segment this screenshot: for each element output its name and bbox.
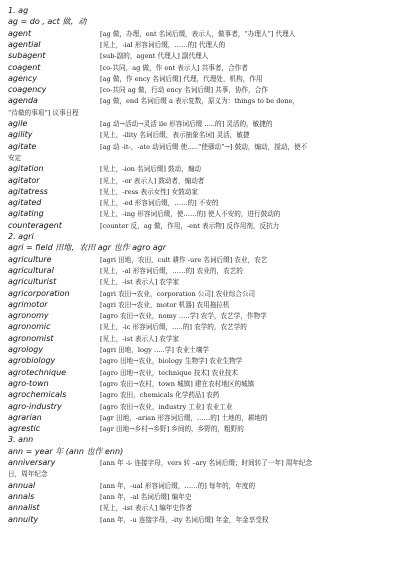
entry-definition: [agro 田地→农业，biology 生物学] 农业生物学 [100,357,243,366]
entry-headword: agriculture [8,254,52,264]
entry-headword: agronomic [8,322,51,332]
entry-definition: [见上，-or 表示人] 鼓动者，煽动者 [100,176,205,185]
entry-definition: [agr 田地，-arian 形容词后缀，……的] 土地的，耕地的 [100,413,268,422]
entry-definition: [见上，-al 形容词后缀，……的] 农业的，农艺的 [100,266,243,275]
entry-headword: agile [8,119,28,128]
entry-definition: [sub-副的，agent 代理人] 副代理人 [100,52,209,61]
dictionary-entry [8,96,403,106]
dictionary-entry [8,515,403,525]
root-definition-line [8,243,403,253]
entry-definition-continuation: 安定 [8,153,22,162]
entry-headword: agitate [8,141,37,151]
dictionary-entry [8,209,403,219]
dictionary-entry [8,142,403,152]
entry-definition: [agro 农田→农业，nomy …..学] 农学，农艺学，作物学 [100,312,267,321]
dictionary-entry [8,390,403,400]
root-definition-line [8,447,403,457]
entry-headword: agronomist [8,333,54,343]
entry-definition: [co-共同，ag 做，作 ent 表示人] 共事者，合作者 [100,63,248,72]
dictionary-entry [8,334,403,344]
entry-definition: [counter 反，ag 做，作用，-ent 表示物] 反作用剂，反抗力 [100,221,280,230]
entry-definition: [见上，-ist 表示人] 农学家 [100,334,180,343]
entry-headword: agro-town [8,378,49,388]
dictionary-entry [8,74,403,84]
dictionary-entry [8,63,403,73]
entry-headword: agility [8,130,33,140]
entry-definition: [agr 田地→乡村→乡野] 乡间的，乡野的，粗野的 [100,425,244,434]
entry-definition: [ag 做，作 ency 名词后缀] 代理，代理处，机构，作用 [100,74,263,83]
entry-headword: agrobiology [8,356,56,366]
dictionary-entry [8,402,403,412]
entry-headword: coagent [8,62,41,72]
entry-headword: anniversary [8,458,56,467]
dictionary-entry [8,311,403,321]
entry-definition: [见上，-ist 表示人] 编年史作者 [100,504,193,513]
root-definition: agri = field 田地，农田 agr 也作 agro agr [8,243,167,253]
root-definition: ag = do , act 做，动 [8,17,87,27]
section-heading [8,6,403,16]
dictionary-entry [8,481,403,491]
entry-headword: coagency [8,85,47,95]
entry-headword: agrarian [8,412,42,422]
dictionary-entry [8,40,403,50]
root-definition: ann = year 年 (ann 也作 enn) [8,446,124,456]
entry-headword: annalist [8,503,40,513]
entry-definition: [见上，-ress 表示女性] 女鼓动家 [100,187,198,196]
entry-headword: agenda [8,96,38,106]
section-title: 3. ann [8,435,34,445]
dictionary-entry [8,85,403,95]
dictionary-entry [8,413,403,423]
entry-definition: [ag 做，end 名词后缀 a 表示复数，原义为：things to be done， [100,97,300,106]
entry-headword: agitator [8,175,40,185]
dictionary-entry [8,130,403,140]
dictionary-entry [8,458,403,468]
dictionary-entry [8,164,403,174]
entry-continuation-line [8,108,403,118]
dictionary-entry [8,277,403,287]
entry-headword: agrology [8,345,44,354]
entry-definition: [见上，-ing 形容词后缀，使……的] 使人不安的，进行鼓动的 [100,210,281,219]
entry-continuation-line [8,153,403,163]
entry-definition: [ann 年，-u 连接字母，-ity 名词后缀] 年金，年金享受权 [100,515,269,524]
dictionary-entry [8,368,403,378]
dictionary-entry [8,119,403,129]
entry-headword: agitation [8,164,44,174]
section-title: 1. ag [8,6,29,15]
entry-definition: [见上，-ed 形容词后缀，……的] 不安的 [100,199,219,208]
entry-definition: [agro 农田，chemicals 化学药品] 农药 [100,391,220,400]
dictionary-entry [8,503,403,513]
entry-continuation-line [8,469,403,479]
entry-definition-continuation: 日，周年纪念 [8,470,48,479]
section-heading [8,435,403,445]
entry-headword: subagent [8,51,46,61]
entry-headword: agricultural [8,265,54,275]
dictionary-entry [8,29,403,39]
entry-definition: [ann 年，-ual 形容词后缀，……的] 每年的，年度的 [100,481,256,490]
dictionary-entry [8,322,403,332]
entry-definition: [见上，-ion 名词后缀] 鼓动，煽动 [100,165,202,174]
entry-headword: agrestic [8,424,41,434]
entry-headword: agrimotor [8,299,48,309]
entry-headword: annual [8,480,36,490]
entry-headword: agitatress [8,186,48,196]
dictionary-entry [8,198,403,208]
dictionary-entry [8,492,403,502]
entry-headword: annals [8,491,35,501]
entry-definition-continuation: “待做的事项”] 议事日程 [8,108,79,117]
entry-definition: [agro 农田→农业，industry 工业] 农业工业 [100,402,233,411]
entry-headword: agrotechnique [8,367,67,377]
entry-headword: agency [8,73,38,83]
entry-headword: annuity [8,514,39,524]
entry-definition: [agro 农田→农村，town 城镇] 建在农村地区的城镇 [100,379,255,388]
entry-definition: [见上，-ial 形容词后缀，……的] 代理人的 [100,40,226,49]
dictionary-entry [8,379,403,389]
entry-headword: agential [8,39,41,49]
entry-headword: agricorporation [8,288,70,298]
entry-headword: agitated [8,198,42,208]
entry-headword: agro-industry [8,401,62,411]
entry-definition: [见上，-ic 形容词后缀，…..的] 农学的，农艺学的 [100,323,247,332]
entry-definition: [co-共同 ag 做，行动 ency 名词后缀] 共事，协作，合作 [100,86,268,95]
dictionary-entry [8,345,403,355]
dictionary-entry [8,356,403,366]
dictionary-entry [8,176,403,186]
root-definition-line [8,17,403,27]
dictionary-entry [8,187,403,197]
dictionary-entry [8,221,403,231]
dictionary-entry [8,255,403,265]
entry-definition: [agri 田地，农田，cult 耕作 -ure 名词后缀] 农业，农艺 [100,255,268,264]
entry-definition: [ann 年 -i- 连接字母，vers 转 –ary 名词后缀；时间转了一年] 周年纪念 [100,459,313,467]
entry-definition: [见上，-ility 名词后缀，表示抽象名词] 灵活，敏捷 [100,131,250,140]
entry-headword: agitating [8,209,44,219]
entry-definition: [agro 田地→农业，technique 技术] 农业技术 [100,368,238,377]
entry-headword: agronomy [8,311,49,321]
entry-headword: counteragent [8,220,62,230]
entry-definition: [ann 年，-al 名词后缀] 编年史 [100,492,192,501]
entry-definition: [ag 动→活动→灵活 ile 形容词后缀 …..的] 灵活的，敏捷的 [100,120,273,128]
entry-headword: agent [8,28,32,38]
entry-headword: agrochemicals [8,390,67,400]
entry-definition: [agri 田地，logy …..学] 农业土壤学 [100,346,209,354]
section-heading [8,232,403,242]
entry-definition: [ag 动 -it-，-ate 动词后缀 使…..“使骚动”→] 鼓动，煽动，搅动，使不 [100,142,308,151]
dictionary-entry [8,51,403,61]
entry-definition: [agri 农田→农业，motor 机器] 农用拖拉机 [100,300,230,309]
entry-definition: [agri 农田→农业，corporation 公司] 农业综合公司 [100,289,256,298]
dictionary-entry [8,424,403,434]
dictionary-entry [8,289,403,299]
dictionary-entry [8,266,403,276]
entry-definition: [ag 做，办理，ent 名词后缀，表示人，做事者，“办理人”] 代理人 [100,29,296,38]
section-title: 2. agri [8,232,34,241]
entry-headword: agriculturist [8,277,57,287]
dictionary-entry [8,300,403,310]
entry-definition: [见上，-ist 表示人] 农学家 [100,278,180,287]
